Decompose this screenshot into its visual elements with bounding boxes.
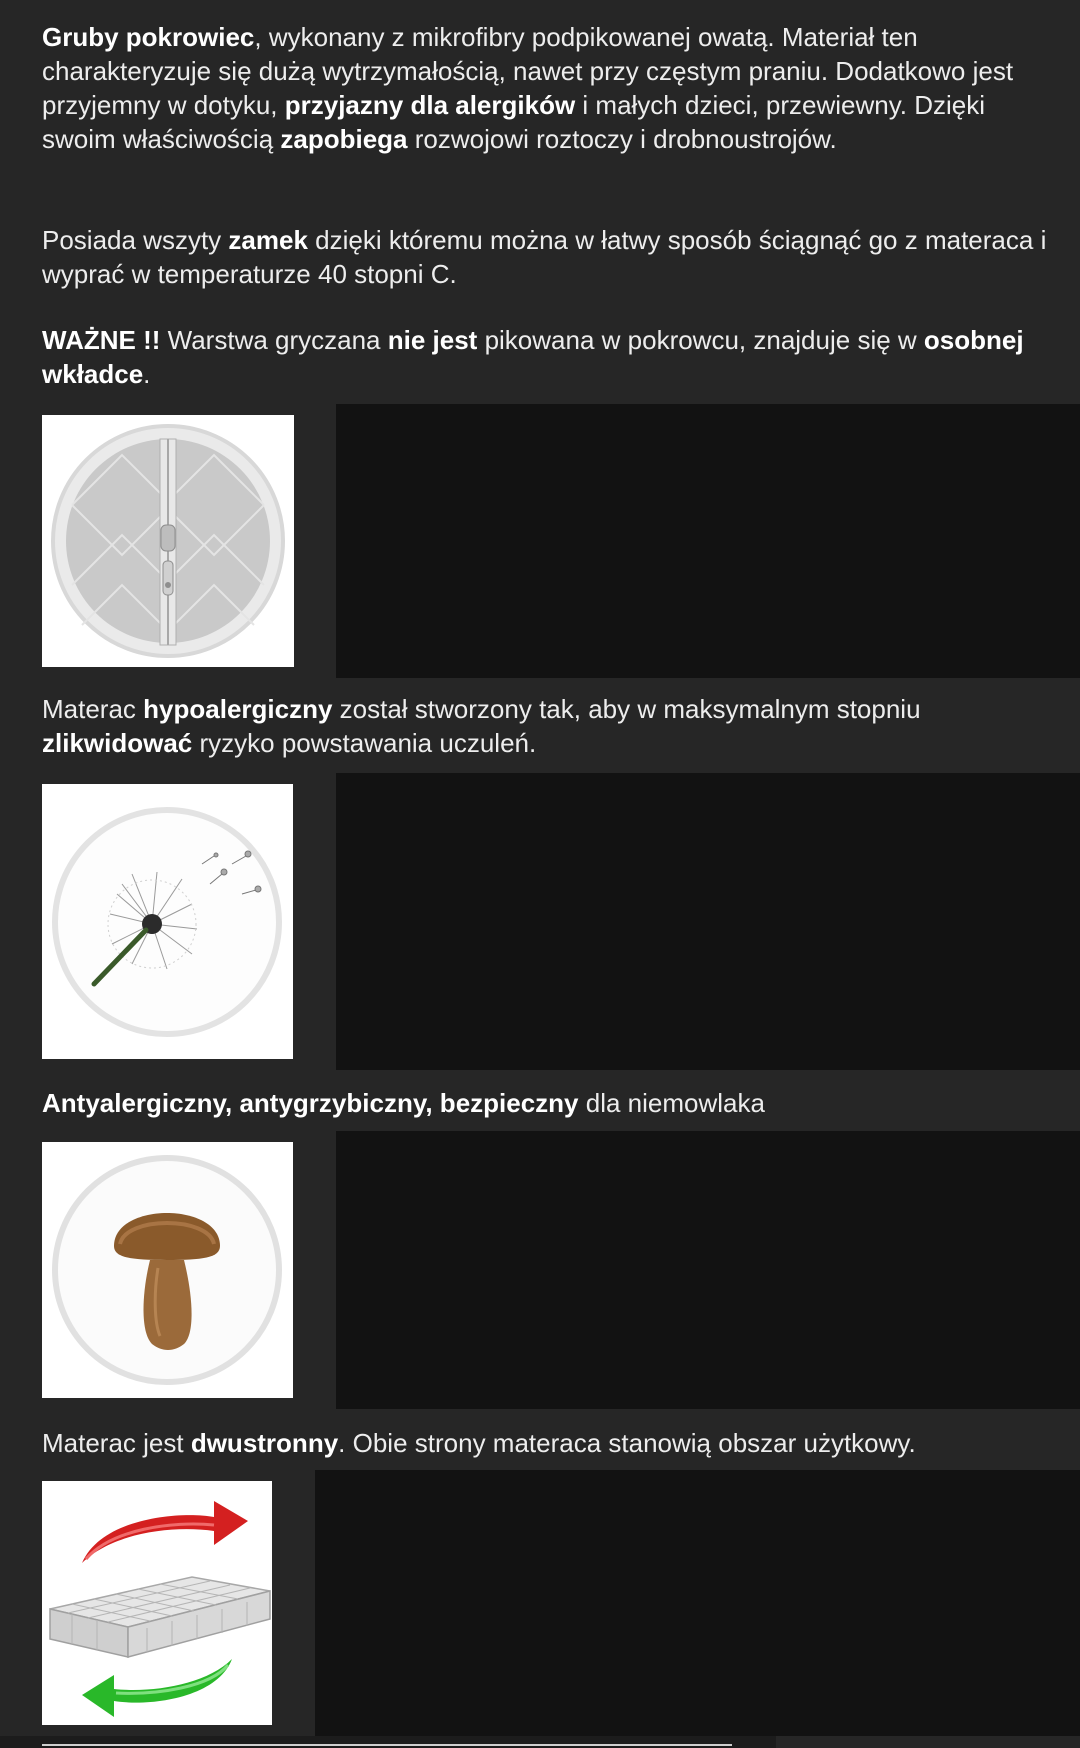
bottom-divider bbox=[0, 1736, 776, 1748]
description-paragraph-zipper: Posiada wszyty zamek dzięki któremu można w łatwy sposób ściągnąć go z materaca i wyprać w temperaturze 40 stopni C. bbox=[42, 225, 1047, 289]
dandelion-icon bbox=[42, 784, 293, 1059]
image-placeholder-block bbox=[336, 1131, 1080, 1409]
bold-text: Antyalergiczny, antygrzybiczny, bezpieczny bbox=[42, 1088, 579, 1118]
dandelion-image bbox=[42, 784, 293, 1059]
image-placeholder-block bbox=[336, 404, 1080, 678]
bold-text: zapobiega bbox=[280, 124, 408, 154]
description-paragraph-important: WAŻNE !! Warstwa gryczana nie jest pikowana w pokrowcu, znajduje się w osobnej wkładce. bbox=[42, 325, 1024, 389]
bold-text: nie jest bbox=[387, 325, 478, 355]
bold-text: zlikwidować bbox=[42, 728, 193, 758]
mushroom-image bbox=[42, 1142, 293, 1398]
divider-line bbox=[42, 1744, 732, 1746]
bold-text: zamek bbox=[228, 225, 308, 255]
image-placeholder-block bbox=[315, 1470, 1080, 1736]
bold-text: przyjazny dla alergików bbox=[284, 90, 576, 120]
bold-text: dwustronny bbox=[190, 1428, 339, 1458]
description-paragraph-hypoallergenic: Materac hypoalergiczny został stworzony tak, aby w maksymalnym stopniu zlikwidować ryzyko powstawania uczuleń. bbox=[42, 694, 921, 758]
bold-text: WAŻNE !! bbox=[42, 325, 161, 355]
image-placeholder-block bbox=[336, 773, 1080, 1070]
description-paragraph-cover: Gruby pokrowiec, wykonany z mikrofibry podpikowanej owatą. Materiał ten charakteryzuje się dużą wytrzymałością, nawet przy częstym praniu. Dodatkowo jest przyjemny w dotyku, przyjazny dla alergików i małych dzieci, przewiewny. Dzięki swoim właściwością zapobiega rozwojowi roztoczy i drobnoustrojów. bbox=[42, 22, 1014, 154]
bold-text: Gruby pokrowiec bbox=[42, 22, 255, 52]
reversible-mattress-icon bbox=[42, 1481, 272, 1725]
description-paragraph-two-sided: Materac jest dwustronny. Obie strony materaca stanowią obszar użytkowy. bbox=[42, 1428, 916, 1458]
bold-text: osobnej wkładce bbox=[42, 325, 1024, 389]
zipper-image bbox=[42, 415, 294, 667]
zipper-icon bbox=[42, 415, 294, 667]
mushroom-icon bbox=[42, 1142, 293, 1398]
reversible-mattress-image bbox=[42, 1481, 272, 1725]
bold-text: hypoalergiczny bbox=[143, 694, 333, 724]
description-paragraph-safety: Antyalergiczny, antygrzybiczny, bezpieczny dla niemowlaka bbox=[42, 1088, 765, 1118]
